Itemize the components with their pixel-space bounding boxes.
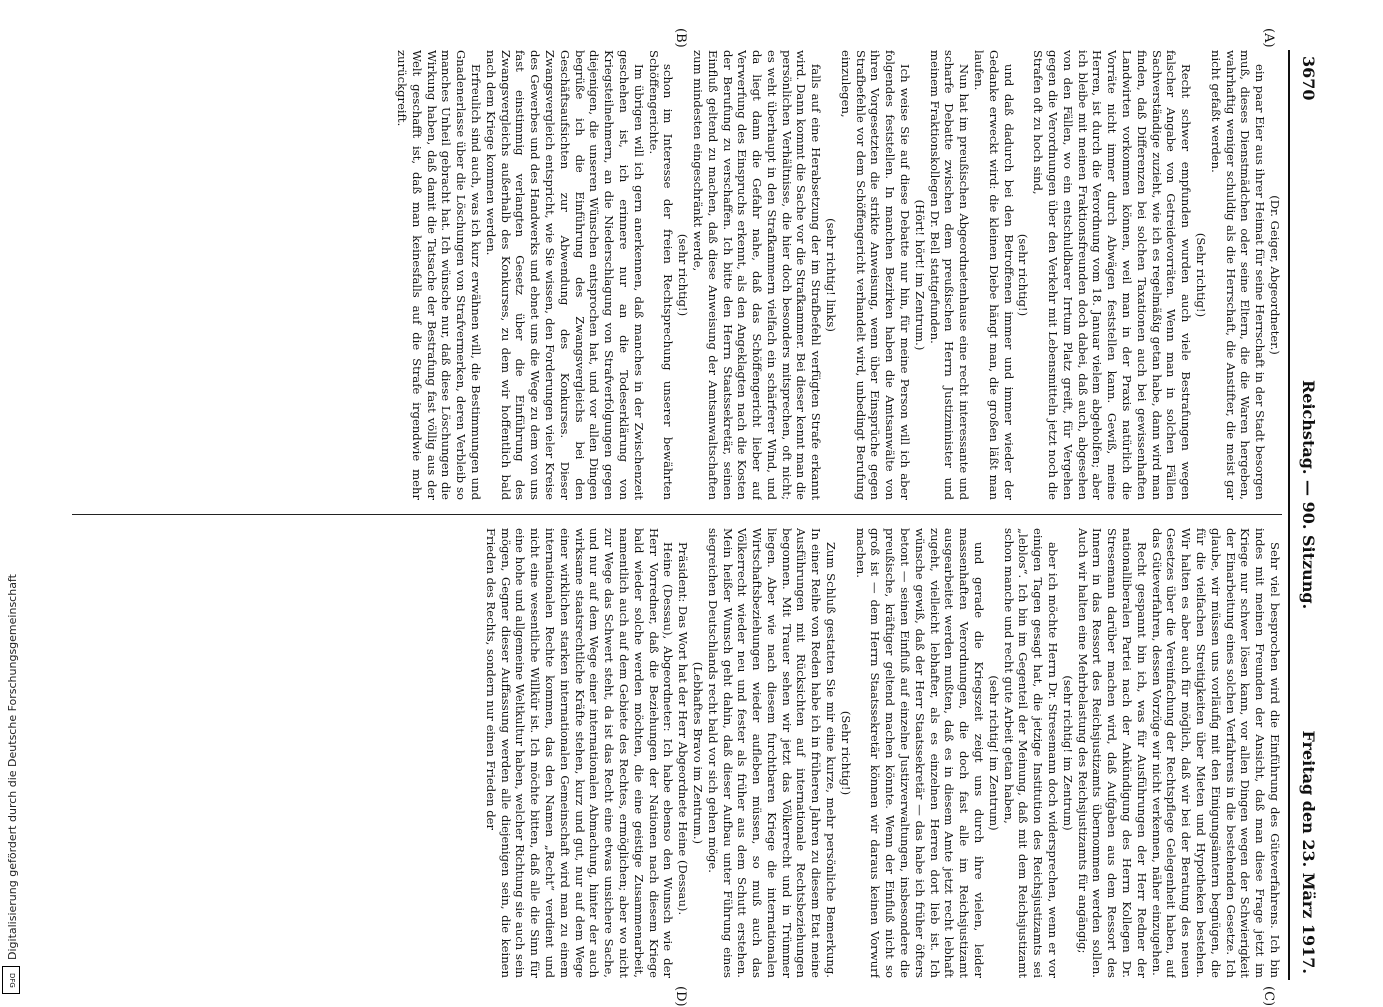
page-date: Freitag den 23. März 1917.: [1299, 730, 1318, 974]
page-title: Reichstag. — 90. Sitzung.: [1299, 380, 1318, 610]
paragraph: Zum Schluß gestatten Sie mir eine kurze, mehr persönliche Bemerkung. In einer Reihe von Reden habe ich in früheren Jahren zu diesem Etat meine Ausführungen mit Rücksichten auf internationale Rechtsbeziehungen begonnen. Mit Trauer sehen wir jetzt das Völkerrecht und in Trümmer liegen. Aber wie nach diesem furchtbaren Kriege die internationalen Wirtschaftsbeziehungen wieder aufleben müssen, so muß auch das Völkerrecht wieder neu und fester als früher aus dem Schutt erstehen. Mein heißer Wunsch geht dahin, daß dieser Aufbau unter Führung eines siegreichen Deutschlands recht bald vor sich gehen möge.: [705, 528, 839, 978]
paragraph: Recht gespannt bin ich, was für Ausführungen der Herr Redner der nationalliberalen Partei nach der Ankündigung des Herrn Kollegen Dr. Stresemann darüber machen wird, daß Aufgaben aus dem Ressort des Innern in das Ressort des Reichsjustizamts übernommen werden sollen. Auch wir halten eine Mehrbelastung des Reichsjustizamts für angängig;: [1075, 528, 1149, 978]
paragraph: Recht schwer empfunden wurden auch viele Bestrafungen wegen falscher Angabe von Getreidevorräten. Wenn man in solchen Fällen Sachverständige zuzieht, wie ich es regelmäßig getan habe, dann wird man finden, daß Differenzen bei solchen Taxationen auch bei gewissenhaften Landwirten vorkommen können, weil man in der Praxis natürlich die Vorräte nicht immer durch Abwägen feststellen kann. Gewiß, meine Herren, ist durch die Verordnung vom 18. Januar vielem abgeholfen; aber ich bleibe mit meinen Fraktionsfreunden doch dabei, daß auch, abgesehen von den Fällen, wo ein entschuldbarer Irrtum Platz greift, für Vergehen gegen die Verordnungen über den Verkehr mit Lebensmitteln jetzt noch die Strafen oft zu hoch sind,: [1031, 50, 1194, 500]
paragraph: (sehr richtig!): [676, 233, 691, 317]
paragraph: (Dr. Geiger, Abgeordneter.): [1268, 195, 1282, 355]
paragraph: aber ich möchte Herrn Dr. Stresemann doch widersprechen, wenn er vor einigen Tagen gesagt hat, die jetzige Institution des Reichsjustizamts sei „leblos“. Ich bin im Gegenteil der Meinung, daß mit dem Reichsjustizamt schon manche und recht gute Arbeit getan haben,: [1001, 528, 1061, 978]
page-header: [1288, 50, 1328, 980]
left-column: [72, 50, 1282, 500]
digitization-credit: Digitalisierung gefördert durch die Deutsche Forschungsgemeinschaft: [6, 574, 19, 960]
paragraph: Präsident: Das Wort hat der Herr Abgeordnete Heine (Dessau).: [676, 542, 691, 916]
paragraph: (sehr richtig!): [1016, 233, 1031, 317]
newspaper-page: [58, 28, 1328, 1007]
right-column: [72, 528, 1282, 978]
paragraph: Sehr viel besprochen wird die Einführung des Güteverfahrens. Ich bin indes mit meinen Freunden der Ansicht, daß man diese Frage jetzt im Kriege nur schwer lösen kann, vor allen Dingen wegen der Schwierigkeit der Einarbeitung eines solchen Verfahrens in die bestehenden Gesetze. Ich glaube, wir müssen uns vorläufig mit den Einigungsämtern begnügen, die für die vielfachen Streitigkeiten über Mieten und Hypotheken bestehen. Wir halten es aber auch für möglich, daß wir bei der Beratung des neuen Gesetzes über die Vereinfachung der Rechtspflege Gelegenheit haben, auf das Güteverfahren, dessen Vorzüge wir nicht verkennen, näher einzugehen.: [1149, 528, 1282, 978]
paragraph: schon im Interesse der freien Rechtsprechung unserer bewährten Schöffengerichte.: [646, 50, 676, 500]
paragraph: Im übrigen will ich gern anerkennen, daß manches in der Zwischenzeit geschehen ist, ich erinnere nur an die Todeserklärung von Kriegsteilnehmern, an die Niederschlagung von Strafverfolgungen gegen diejenigen, die unseren Wünschen entsprochen hat, und vor allen Dingen begrüße ich die Einführung des Zwangsvergleichs bei den Geschäftsaufsichten zur Abwendung des Konkurses. Dieser Zwangsvergleich entspricht, wie Sie wissen, den Forderungen vieler Kreise des Gewerbes und des Handwerks und ebnet uns die Wege zu dem von uns fast einstimmig verlangten Gesetz über die Einführung des Zwangsvergleichs außerhalb des Konkurses, zu dem wir hoffentlich bald nach dem Kriege kommen werden.: [483, 50, 646, 500]
margin-marker-b: (B): [673, 28, 688, 48]
paragraph: (Sehr richtig!): [838, 710, 853, 796]
margin-marker-c: (C): [1261, 986, 1276, 1007]
paragraph: (sehr richtig! links): [824, 218, 839, 332]
paragraph: Heine (Dessau), Abgeordneter: Ich habe ebenso den Wunsch wie der Herr Vorredner, daß die Beziehungen der Nationen nach diesem Kriege bald wieder solche werden möchten, die eine geistige Zusammenarbeit, namentlich auch auf dem Gebiete des Rechtes, ermöglichen; aber wo nicht zur Wege das Schwert steht, da ist das Recht eine etwas unsichere Sache, und nur auf dem Wege einer internationalen Abmachung, hinter der auch wirksame staatsrechtliche Kräfte stehen, kurz und gut, nur auf dem Wege einer wirklichen starken internationalen Gemeinschaft wird man zu einem internationalen Rechte kommen, das den Namen „Recht“ verdient und nicht eine wesentliche Willkür ist. Ich möchte bitten, daß alle die Sinn für eine hohe und allgemeine Weltkultur haben, welcher Richtung sie auch sein mögen, Gegner dieser Auffassung werden alle diejenigen sein, die keinen Frieden des Rechts, sondern nur einen Frieden der: [483, 528, 676, 978]
column-divider: [72, 514, 1282, 515]
paragraph: (sehr richtig! im Zentrum): [986, 675, 1001, 831]
paragraph: (Sehr richtig!): [1194, 232, 1209, 318]
paragraph: falls auf eine Herabsetzung der im Strafbefehl verfügten Strafe erkannt wird. Dann kommt die Sache vor die Strafkammer. Bei dieser kennt man die persönlichen Verhältnisse, die hier doch besonders mitsprechen, oft nicht; es weht überhaupt in den Strafkammern vielfach ein schärferer Wind, und da liegt dann die Gefahr nahe, daß das Schöffengericht lieber auf Verwerfung des Einspruchs erkennt, als den Angeklagten nach die Kosten der Berufung zu verschaffen. Ich bitte den Herrn Staatssekretär, seinen Einfluß geltend zu machen, daß diese Anweisung der Amtsanwaltschaften zum mindesten eingeschränkt werde,: [690, 50, 824, 500]
paragraph: (Hört! hört! im Zentrum.): [912, 199, 927, 351]
paragraph: (Lebhaftes Bravo im Zentrum.): [690, 661, 705, 845]
paragraph: Ich weise Sie auf diese Debatte nur hin, für meine Person will ich aber folgendes feststellen. In manchen Bezirken haben die Amtsanwälte von ihren Vorgesetzten die strikte Anweisung, wenn über Einsprüche gegen Strafbefehle vor dem Schöffengericht verhandelt wird, unbedingt Berufung einzulegen,: [838, 50, 913, 500]
paragraph: Erfreulich sind auch, was ich kurz erwähnen will, die Bestimmungen und Gnadenerlasse über die Löschungen von Strafvermerken, deren Verbleib so manches Unheil gebracht hat. Ich wünsche nur, daß diese Löschungen die Wirkung haben, daß damit die Tatsache der Bestrafung fast völlig aus der Welt geschafft ist, daß man keinesfalls auf die Strafe irgendwie mehr zurückgreift.: [394, 50, 483, 500]
margin-marker-d: (D): [673, 986, 688, 1007]
dfg-logo: DFG: [2, 966, 20, 994]
margin-marker-a: (A): [1261, 28, 1276, 48]
paragraph: ein paar Eier aus ihrer Heimat für seine Herrschaft in der Stadt besorgen muß, dieses Dienstmädchen oder seine Eltern, die die Waren hergeben, wahrhaftig weniger schuldig als die Herrschaft, die Anstifter, die meist gar nicht gefaßt werden.: [1208, 50, 1268, 500]
paragraph: (sehr richtig! im Zentrum): [1060, 675, 1075, 831]
paragraph: und gerade die Kriegszeit zeigt uns durch ihre vielen, leider massenhaften Verordnungen, die doch fast alle im Reichsjustizamt ausgearbeitet werden mußten, daß es in diesem Amte jetzt recht lebhaft zugeht, vielleicht lebhafter, als es einzelnen Herren dort lieb ist. Ich wünsche gewiß, daß der Herr Staatssekretär — das habe ich früher öfters betont — seinen Einfluß auf einzelne Justizverwaltungen, insbesondere die preußische, kräftiger geltend machen könnte. Wenn der Einfluß nicht so groß ist — dem Herrn Staatssekretär können wir daraus keinen Vorwurf machen.: [853, 528, 987, 978]
paragraph: und daß dadurch bei den Betroffenen immer und immer wieder der Gedanke erweckt wird: die kleinen Diebe hängt man, die großen läßt man laufen.: [972, 50, 1016, 500]
paragraph: Nun hat im preußischen Abgeordnetenhause eine recht interessante und scharfe Debatte zwischen dem preußischen Herrn Justizminister und meinem Fraktionskollegen Dr. Bell stattgefunden.: [927, 50, 972, 500]
page-number: 3670: [1299, 56, 1318, 101]
